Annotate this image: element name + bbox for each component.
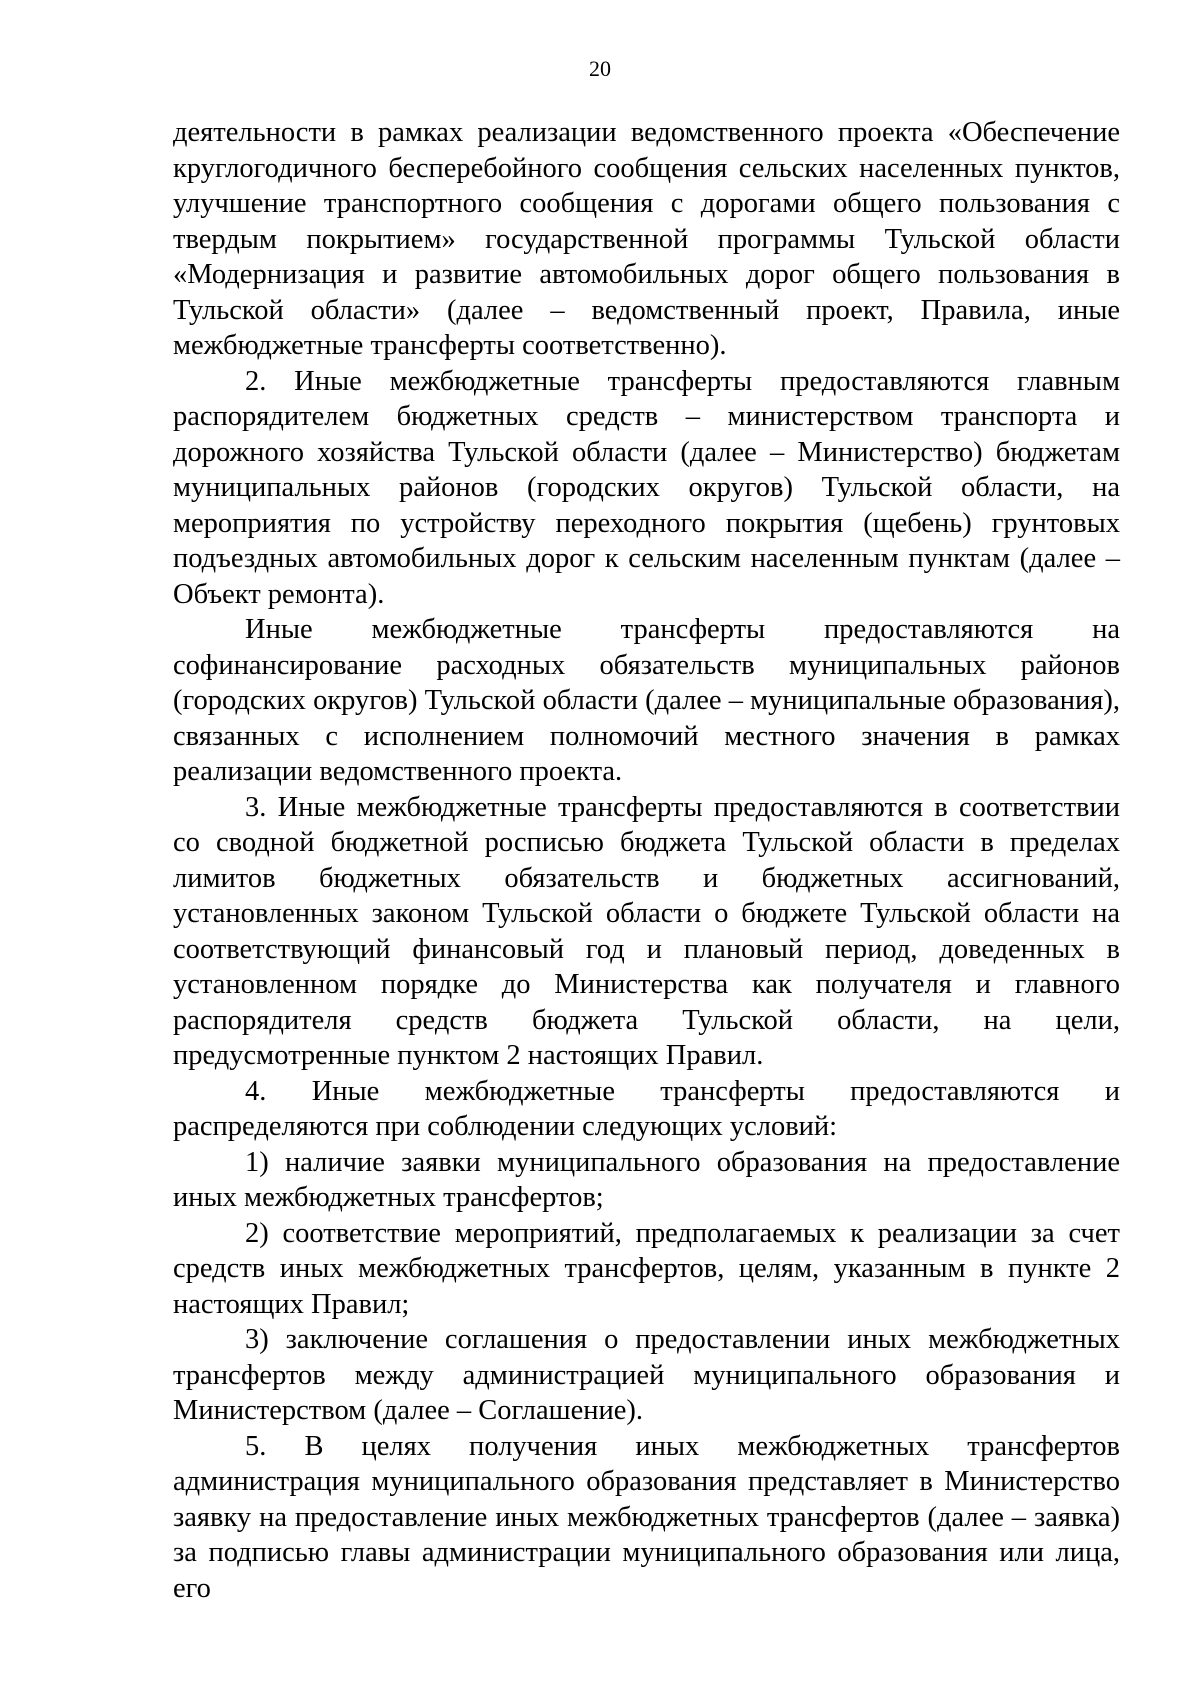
paragraph-item-2: 2. Иные межбюджетные трансферты предоставляются главным распорядителем бюджетных средств – министерством транспорта и дорожного хозяйства Тульской области (далее – Министерство) бюджетам муниципальных районов (городских округов) Тульской области, на мероприятия по устройству переходного покрытия (щебень) грунтовых подъездных автомобильных дорог к сельским населенным пунктам (далее – Объект ремонта). [173, 365, 1120, 610]
paragraph-condition-3: 3) заключение соглашения о предоставлении иных межбюджетных трансфертов между администрацией муниципального образования и Министерством (далее – Соглашение). [173, 1324, 1120, 1426]
paragraph-condition-1: 1) наличие заявки муниципального образования на предоставление иных межбюджетных трансфертов; [173, 1146, 1120, 1213]
paragraph-item-5: 5. В целях получения иных межбюджетных трансфертов администрация муниципального образования представляет в Министерство заявку на предоставление иных межбюджетных трансфертов (далее – заявка) за подписью главы администрации муниципального образования или лица, его [173, 1430, 1120, 1604]
paragraph-cofinancing: Иные межбюджетные трансферты предоставляются на софинансирование расходных обязательств муниципальных районов (городских округов) Тульской области (далее – муниципальные образования), связанных с исполнением полномочий местного значения в рамках реализации ведомственного проекта. [173, 614, 1120, 787]
paragraph-item-3: 3. Иные межбюджетные трансферты предоставляются в соответствии со сводной бюджетной росписью бюджета Тульской области в пределах лимитов бюджетных обязательств и бюджетных ассигнований, установленных законом Тульской области о бюджете Тульской области на соответствующий финансовый год и плановый период, доведенных в установленном порядке до Министерства как получателя и главного распорядителя средств бюджета Тульской области, на цели, предусмотренные пунктом 2 настоящих Правил. [173, 791, 1120, 1071]
page-number: 20 [589, 56, 611, 81]
document-body [173, 115, 1120, 1606]
paragraph-item-4: 4. Иные межбюджетные трансферты предоставляются и распределяются при соблюдении следующих условий: [173, 1075, 1120, 1142]
paragraph-condition-2: 2) соответствие мероприятий, предполагаемых к реализации за счет средств иных межбюджетных трансфертов, целям, указанным в пункте 2 настоящих Правил; [173, 1217, 1120, 1320]
paragraph-continuation: деятельности в рамках реализации ведомственного проекта «Обеспечение круглогодичного бесперебойного сообщения сельских населенных пунктов, улучшение транспортного сообщения с дорогами общего пользования с твердым покрытием» государственной программы Тульской области «Модернизация и развитие автомобильных дорог общего пользования в Тульской области» (далее – ведомственный проект, Правила, иные межбюджетные трансферты соответственно). [173, 117, 1120, 361]
